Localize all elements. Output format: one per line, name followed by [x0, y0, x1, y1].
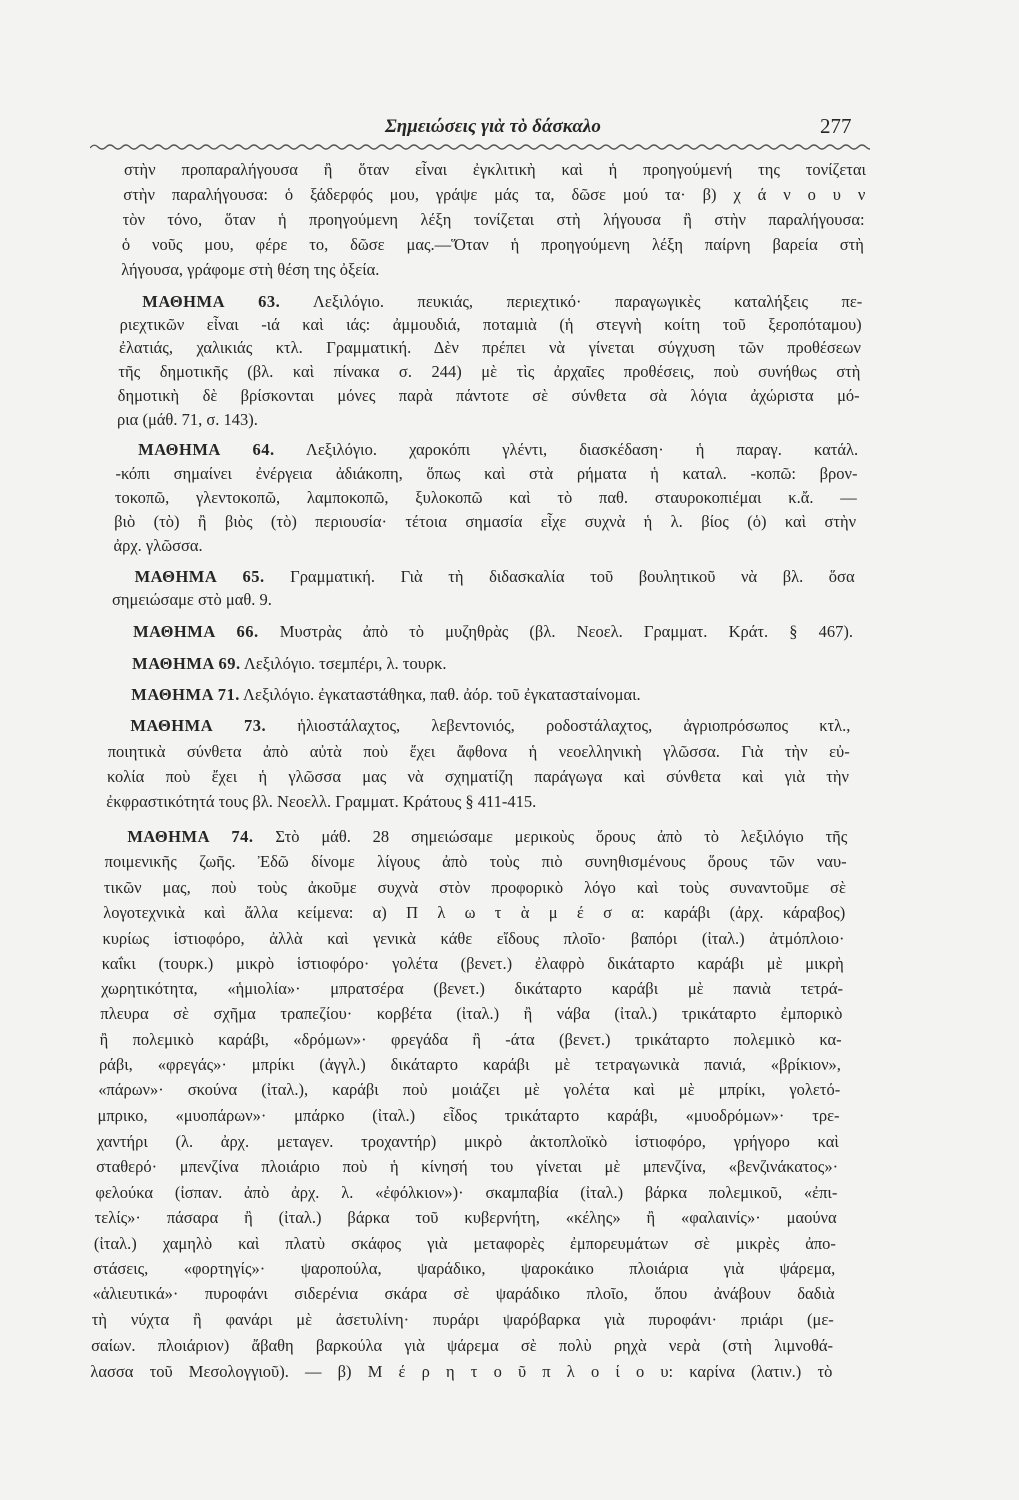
text-line [106, 792, 536, 812]
line-text: στάσεις, «φορτηγίς»· ψαροπούλα, ψαράδικο, ψαροκάικο πλοιάρια γιὰ ψάρεμα, [93, 1259, 836, 1278]
text-line [121, 260, 379, 280]
line-text: φελούκα (ἰσπαν. ἀπὸ ἀρχ. λ. «ἐφόλκιον»)· σκαμπαβία (ἰταλ.) βάρκα πολεμικοῦ, «ἐπι- [95, 1183, 838, 1202]
text-line [142, 292, 862, 312]
text-line [94, 1234, 836, 1254]
text-line [105, 852, 847, 872]
line-text: ἢ πολεμικὸ καράβι, «δρόμων»· φρεγάδα ἢ -άτα (βενετ.) τρικάταρτο πολεμικὸ κα- [99, 1030, 842, 1049]
text-line [98, 1080, 840, 1100]
text-line [138, 440, 858, 460]
line-text: (ἰταλ.) χαμηλὸ καὶ πλατὺ σκάφος γιὰ μεταφορὲς ἐμπορευμάτων σὲ μικρὲς ἀπο- [93, 1234, 836, 1253]
line-text: ρια (μάθ. 71, σ. 143). [117, 410, 258, 429]
line-text: τὴ νύχτα ἢ φανάρι μὲ ἀσετυλίνη· πυράρι ψαρόβαρκα γιὰ πυροφάνι· πριάρι (με- [91, 1310, 834, 1329]
line-text: καΐκι (τουρκ.) μικρὸ ἱστιοφόρο· γολέτα (βενετ.) ἐλαφρὸ δικάταρτο καράβι μὲ μικρὴ [101, 954, 844, 973]
text-line [104, 878, 846, 898]
text-line [120, 315, 862, 335]
line-text: «πάρων»· σκούνα (ἰταλ.), καράβι ποὺ μοιάζει μὲ γολέτα καὶ μὲ μπρίκι, γολετό- [98, 1080, 841, 1099]
line-text: Γραμματική. Γιὰ τὴ διδασκαλία τοῦ βουλητικοῦ νὰ βλ. ὅσα [290, 567, 855, 586]
line-text: ποιητικὰ σύνθετα ἀπὸ αὐτὰ ποὺ ἔχει ἄφθονα ἡ νεοελληνικὴ γλῶσσα. Γιὰ τὴν εὐ- [107, 742, 850, 761]
text-line [114, 512, 856, 532]
line-text: ράβι, «φρεγάς»· μπρίκι (ἀγγλ.) δικάταρτο καράβι μὲ τετραγωνικὰ πανιά, «βρίκιον», [98, 1055, 841, 1074]
text-line [103, 903, 845, 923]
text-line [115, 488, 857, 508]
line-text: τελίς»· πάσαρα ἢ (ἰταλ.) βάρκα τοῦ κυβερνήτη, «κέλης» ἢ «φαλαινίς»· μαούνα [94, 1208, 837, 1227]
text-line [90, 1362, 832, 1382]
text-line [92, 1310, 834, 1330]
text-line [102, 954, 844, 974]
line-text: ριεχτικῶν εἶναι -ιά καὶ ιάς: ἀμμουδιά, ποταμιὰ (ἡ στεγνὴ κοίτη τοῦ ξεροπόταμου) [119, 315, 862, 334]
line-text: ἐλατιάς, χαλικιάς κτλ. Γραμματική. Δὲν πρέπει νὰ γίνεται σύγχυση τῶν προθέσεων [119, 338, 862, 357]
text-line [131, 685, 640, 705]
text-line [117, 410, 258, 430]
text-line [112, 590, 272, 610]
line-text: ὁ νοῦς μου, φέρε το, δῶσε μας.—Ὅταν ἡ προηγούμενη λέξη παίρνη βαρεία στὴ [121, 235, 864, 254]
text-line [91, 1336, 833, 1356]
text-line [133, 622, 853, 642]
running-header: Σημειώσεις γιὰ τὸ δάσκαλο [385, 116, 601, 137]
text-line [118, 386, 860, 406]
line-text: τικῶν μας, ποὺ τοὺς ἀκοῦμε συχνὰ στὸν προφορικὸ λόγο καὶ τοὺς συναντοῦμε σὲ [103, 878, 846, 897]
text-line [119, 338, 861, 358]
text-line [102, 929, 844, 949]
page-number: 277 [820, 114, 852, 138]
text-line [93, 1259, 835, 1279]
lesson-heading: ΜΑΘΗΜΑ 64. [138, 440, 275, 459]
text-line [113, 536, 202, 556]
line-text: τῆς δημοτικῆς (βλ. καὶ πίνακα σ. 244) μὲ τὶς ἀρχαῖες προθέσεις, ποὺ συνήθως στὴ [118, 362, 861, 381]
line-text: μπρικο, «μυοπάρων»· μπάρκο (ἰταλ.) εἶδος τρικάταρτο καράβι, «μυοδρόμων»· τρε- [97, 1106, 840, 1125]
line-text: χωρητικότητα, «ἡμιολία»· μπρατσέρα (βενετ.) δικάταρτο καράβι μὲ πανιὰ τετρά- [101, 979, 844, 998]
text-line [95, 1183, 837, 1203]
lesson-heading: ΜΑΘΗΜΑ 71. [131, 685, 240, 704]
text-line [132, 654, 446, 674]
text-line [98, 1106, 840, 1126]
line-text: λογοτεχνικὰ καὶ ἄλλα κείμενα: α) Π λ ω τ ὰ μ έ σ α: καράβι (ἀρχ. κάραβος) [103, 903, 846, 922]
text-line [127, 827, 847, 847]
line-text: Λεξιλόγιο. πευκιάς, περιεχτικό· παραγωγικὲς καταλήξεις πε- [312, 292, 863, 311]
text-line [130, 716, 850, 736]
text-line [118, 362, 860, 382]
line-text: λασσα τοῦ Μεσολογγιοῦ). — β) Μ έ ρ η τ ο ῦ π λ ο ί ο υ: καρίνα (λατιν.) τὸ [90, 1362, 833, 1381]
line-text: Λεξιλόγιο. ἐγκαταστάθηκα, παθ. ἀόρ. τοῦ ἐγκατασταίνομαι. [243, 685, 641, 704]
text-line [107, 767, 849, 787]
line-text: βιὸ (τὸ) ἢ βιὸς (τὸ) περιουσία· τέτοια σημασία εἶχε συχνὰ ἡ λ. βίος (ὁ) καὶ στὴν [114, 512, 857, 531]
text-line [115, 464, 857, 484]
line-text: κυρίως ἱστιοφόρο, ἀλλὰ καὶ γενικὰ κάθε εἴδους πλοῖο· βαπόρι (ἰταλ.) ἀτμόπλοιο· [102, 929, 845, 948]
text-line [101, 979, 843, 999]
lesson-heading: ΜΑΘΗΜΑ 65. [134, 567, 265, 586]
line-text: -κόπι σημαίνει ἐνέργεια ἀδιάκοπη, ὅπως καὶ στὰ ρήματα ἡ καταλ. -κοπῶ: βρον- [115, 464, 858, 483]
line-text: Λεξιλόγιο. τσεμπέρι, λ. τουρκ. [243, 654, 447, 673]
text-line [123, 210, 865, 230]
line-text: σαίων. πλοιάριον) ἄβαθη βαρκούλα γιὰ ψάρεμα σὲ πολὺ ρηχὰ νερὰ (στὴ λιμνοθά- [91, 1336, 834, 1355]
line-text: σταθερό· μπενζίνα πλοιάριο ποὺ ἡ κίνησή του γίνεται μὲ μπενζίνα, «βενζινάκατος»· [96, 1157, 839, 1176]
text-line [93, 1284, 835, 1304]
text-line [95, 1208, 837, 1228]
text-line [100, 1004, 842, 1024]
line-text: Μυστρὰς ἀπὸ τὸ μυζηθρὰς (βλ. Νεοελ. Γραμματ. Κράτ. § 467). [279, 622, 854, 641]
line-text: στὴν προπαραλήγουσα ἢ ὅταν εἶναι ἐγκλιτικὴ καὶ ἡ προηγούμενή της τονίζεται [124, 160, 866, 179]
line-text: Λεξιλόγιο. χαροκόπι γλέντι, διασκέδαση· ἡ παραγ. κατάλ. [305, 440, 859, 459]
line-text: ἐκφραστικότητά τους βλ. Νεοελλ. Γραμματ. Κράτους § 411-415. [106, 792, 537, 811]
line-text: Στὸ μάθ. 28 σημειώσαμε μερικοὺς ὅρους ἀπὸ τὸ λεξιλόγιο τῆς [275, 827, 848, 846]
line-text: τὸν τόνο, ὅταν ἡ προηγούμενη λέξη τονίζεται στὴ λήγουσα ἢ στὴν παραλήγουσα: [122, 210, 865, 229]
line-text: ἀρχ. γλῶσσα. [113, 536, 203, 555]
line-text: σημειώσαμε στὸ μαθ. 9. [111, 590, 272, 609]
text-line [124, 160, 866, 180]
text-line [135, 567, 855, 587]
lesson-heading: ΜΑΘΗΜΑ 69. [132, 654, 241, 673]
line-text: ἡλιοστάλαχτος, λεβεντονιός, ροδοστάλαχτος, ἀγριοπρόσωπος κτλ., [297, 716, 851, 735]
text-line [100, 1030, 842, 1050]
text-line [96, 1157, 838, 1177]
lesson-heading: ΜΑΘΗΜΑ 63. [142, 292, 281, 311]
line-text: χαντήρι (λ. ἀρχ. μεταγεν. τροχαντήρ) μικρὸ ἀκτοπλοϊκὸ ἱστιοφόρο, γρήγορο καὶ [96, 1132, 839, 1151]
line-text: στὴν παραλήγουσα: ὁ ξάδερφός μου, γράψε μάς τα, δῶσε μού τα· β) χ ά ν ο υ ν [123, 185, 866, 204]
line-text: πλευρα σὲ σχῆμα τραπεζίου· κορβέτα (ἰταλ.) ἢ νάβα (ἰταλ.) τρικάταρτο ἐμπορικὸ [100, 1004, 843, 1023]
text-line [99, 1055, 841, 1075]
text-line [123, 185, 865, 205]
line-text: λήγουσα, γράφομε στὴ θέση της ὀξεία. [121, 260, 380, 279]
text-line [97, 1132, 839, 1152]
text-line [122, 235, 864, 255]
wavy-rule-divider [90, 140, 870, 154]
line-text: ποιμενικῆς ζωῆς. Ἐδῶ δίνομε λίγους ἀπὸ τοὺς πιὸ συνηθισμένους ὅρους τῶν ναυ- [104, 852, 847, 871]
lesson-heading: ΜΑΘΗΜΑ 74. [127, 827, 254, 846]
lesson-heading: ΜΑΘΗΜΑ 66. [133, 622, 259, 641]
line-text: τοκοπῶ, γλεντοκοπῶ, λαμποκοπῶ, ξυλοκοπῶ καὶ τὸ παθ. σταυροκοπιέμαι κ.ἄ. — [114, 488, 857, 507]
line-text: «ἁλιευτικά»· πυροφάνι σιδερένια σκάρα σὲ ψαράδικο πλοῖο, ὅπου ἀνάβουν δαδιὰ [92, 1284, 835, 1303]
line-text: δημοτικὴ δὲ βρίσκονται μόνες παρὰ πάντοτε σὲ σύνθετα σὰ λόγια ἀχώριστα μό- [117, 386, 860, 405]
text-line [108, 742, 850, 762]
lesson-heading: ΜΑΘΗΜΑ 73. [130, 716, 267, 735]
line-text: κολία ποὺ ἔχει ἡ γλῶσσα μας νὰ σχηματίζη παράγωγα καὶ σύνθετα καὶ γιὰ τὴν [107, 767, 849, 786]
